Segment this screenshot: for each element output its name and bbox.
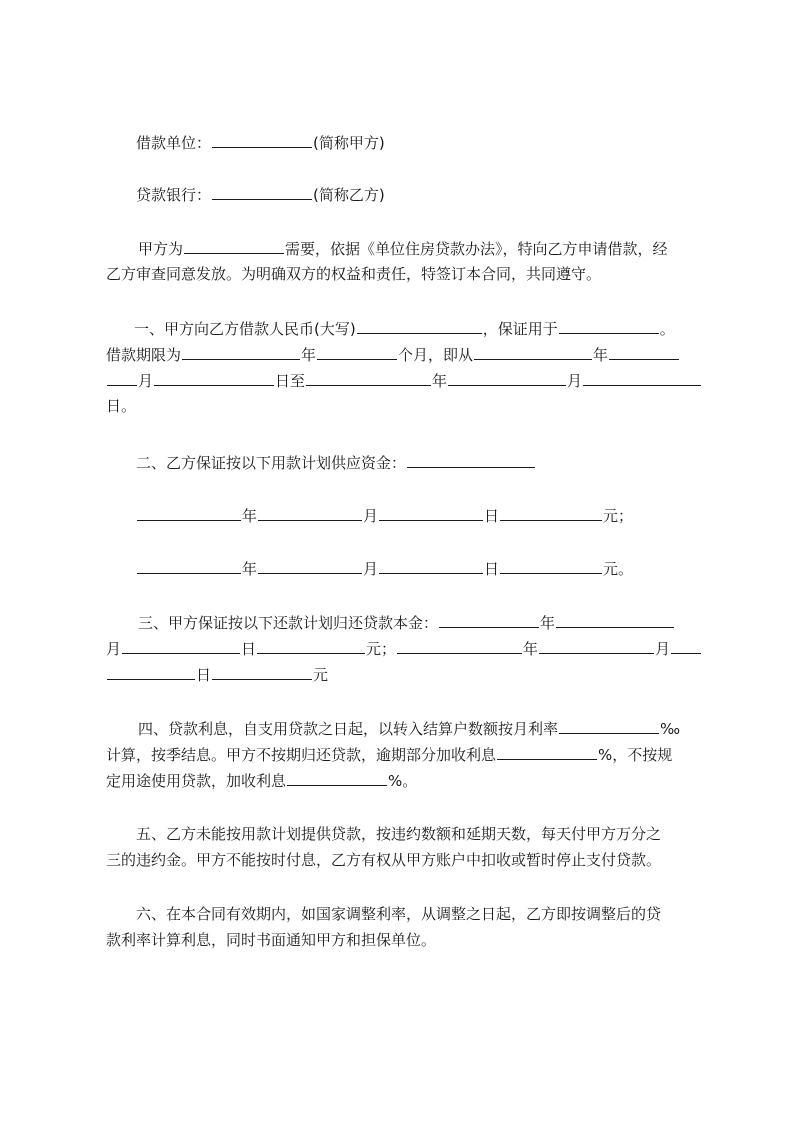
preamble-text-1: 甲方为 xyxy=(138,240,184,258)
month-unit: 月 xyxy=(138,372,154,390)
borrower-label: 借款单位： xyxy=(136,134,212,152)
bank-line xyxy=(136,184,385,205)
purpose-blank[interactable] xyxy=(184,238,284,254)
start-month-blank-b[interactable] xyxy=(107,370,137,386)
year-unit: 年 xyxy=(432,372,448,390)
clause4-line-3 xyxy=(106,770,417,791)
start-month-blank-a[interactable] xyxy=(609,344,679,360)
repay1-amount-blank[interactable] xyxy=(257,638,365,654)
clause1-text-b: ，保证用于 xyxy=(482,320,558,338)
amount-blank[interactable] xyxy=(357,318,482,334)
yuan-unit: 元 xyxy=(313,666,329,684)
clause2-row-2 xyxy=(136,558,633,579)
clause1-line-2 xyxy=(106,344,680,365)
term-label: 借款期限为 xyxy=(106,346,182,364)
clause2-text-a: 二、乙方保证按以下用款计划供应资金： xyxy=(136,454,407,472)
supply2-year-blank[interactable] xyxy=(137,558,241,574)
supply1-amount-blank[interactable] xyxy=(500,505,602,521)
supply2-amount-blank[interactable] xyxy=(500,558,602,574)
repay1-year-blank[interactable] xyxy=(439,612,539,628)
yuan-unit: 元。 xyxy=(603,560,634,578)
day-unit: 日 xyxy=(241,640,257,658)
yuan-unit: 元； xyxy=(366,640,397,658)
clause4-line-1 xyxy=(138,718,680,739)
borrower-blank[interactable] xyxy=(212,132,312,148)
borrower-line xyxy=(136,132,385,153)
clause1-line-4: 日。 xyxy=(106,397,137,415)
supply-total-blank[interactable] xyxy=(407,452,535,468)
supply1-day-blank[interactable] xyxy=(379,505,483,521)
clause4-text-b: 计算，按季结息。甲方不按期归还贷款，逾期部分加收利息 xyxy=(106,746,497,764)
repay2-day-blank-a[interactable] xyxy=(671,638,701,654)
preamble-text-2: 需要，依据《单位住房贷款办法》，特向乙方申请借款，经 xyxy=(285,240,668,258)
repay1-month-blank-a[interactable] xyxy=(556,612,674,628)
clause4-text-d: 定用途使用贷款，加收利息 xyxy=(106,772,287,790)
year-unit: 年 xyxy=(301,346,317,364)
term-year-blank[interactable] xyxy=(182,344,300,360)
repay1-day-blank[interactable] xyxy=(122,638,240,654)
month-unit: 月 xyxy=(567,372,583,390)
supply2-month-blank[interactable] xyxy=(258,558,362,574)
clause1-day-to: 日至 xyxy=(275,372,306,390)
clause3-line-2 xyxy=(106,638,702,659)
monthly-rate-blank[interactable] xyxy=(559,718,659,734)
start-day-blank[interactable] xyxy=(154,370,274,386)
year-unit: 年 xyxy=(593,346,609,364)
clause1-text-a: 一、甲方向乙方借款人民币(大写) xyxy=(134,320,356,338)
use-blank[interactable] xyxy=(559,318,659,334)
day-unit: 日 xyxy=(484,560,500,578)
clause4-line-2 xyxy=(106,744,672,765)
year-unit: 年 xyxy=(242,560,258,578)
clause5-line-1: 五、乙方未能按用款计划提供贷款，按违约数额和延期天数，每天付甲方万分之 xyxy=(136,825,662,843)
clause6-line-2: 款利率计算利息，同时书面通知甲方和担保单位。 xyxy=(106,931,437,949)
preamble-line-1 xyxy=(138,238,668,259)
day-unit: 日 xyxy=(196,666,212,684)
clause5-line-2: 三的违约金。甲方不能按时付息，乙方有权从甲方账户中扣收或暂时停止支付贷款。 xyxy=(106,851,662,869)
permille-sign: ‰ xyxy=(660,720,681,738)
clause4-text-e: %。 xyxy=(388,772,418,790)
misuse-rate-blank[interactable] xyxy=(287,770,387,786)
year-unit: 年 xyxy=(523,640,539,658)
clause1-line-1 xyxy=(134,318,675,339)
repay2-day-blank-b[interactable] xyxy=(107,664,195,680)
clause4-text-a: 四、贷款利息，自支用贷款之日起，以转入结算户数额按月利率 xyxy=(138,720,559,738)
clause1-text-c: 。 xyxy=(659,320,675,338)
overdue-rate-blank[interactable] xyxy=(497,744,597,760)
end-month-blank[interactable] xyxy=(448,370,566,386)
repay2-amount-blank[interactable] xyxy=(212,664,312,680)
supply2-day-blank[interactable] xyxy=(379,558,483,574)
bank-suffix: (简称乙方) xyxy=(313,186,385,204)
borrower-suffix: (简称甲方) xyxy=(313,134,385,152)
clause6-line-1: 六、在本合同有效期内，如国家调整利率，从调整之日起，乙方即按调整后的贷 xyxy=(136,905,662,923)
clause3-text-a: 三、甲方保证按以下还款计划归还贷款本金： xyxy=(138,614,439,632)
end-year-blank[interactable] xyxy=(306,370,431,386)
start-year-blank[interactable] xyxy=(474,344,592,360)
supply1-month-blank[interactable] xyxy=(258,505,362,521)
term-month-blank[interactable] xyxy=(317,344,397,360)
bank-blank[interactable] xyxy=(212,184,312,200)
clause3-line-3 xyxy=(106,664,328,685)
clause2-row-1 xyxy=(136,505,633,526)
month-unit: 月 xyxy=(106,640,122,658)
year-unit: 年 xyxy=(242,507,258,525)
year-unit: 年 xyxy=(540,614,556,632)
clause1-line-3 xyxy=(106,370,702,391)
day-unit: 日 xyxy=(484,507,500,525)
bank-label: 贷款银行： xyxy=(136,186,212,204)
end-day-blank[interactable] xyxy=(583,370,701,386)
preamble-line-2: 乙方审查同意发放。为明确双方的权益和责任，特签订本合同，共同遵守。 xyxy=(106,265,602,283)
month-unit: 月 xyxy=(655,640,671,658)
month-unit: 月 xyxy=(363,507,379,525)
clause3-line-1 xyxy=(138,612,675,633)
clause4-text-c: %，不按规 xyxy=(598,746,673,764)
clause2-title xyxy=(136,452,536,473)
supply1-year-blank[interactable] xyxy=(137,505,241,521)
repay2-month-blank[interactable] xyxy=(539,638,654,654)
month-unit: 月 xyxy=(363,560,379,578)
yuan-unit: 元； xyxy=(603,507,634,525)
repay2-year-blank[interactable] xyxy=(397,638,522,654)
clause1-text-e: 个月，即从 xyxy=(398,346,474,364)
